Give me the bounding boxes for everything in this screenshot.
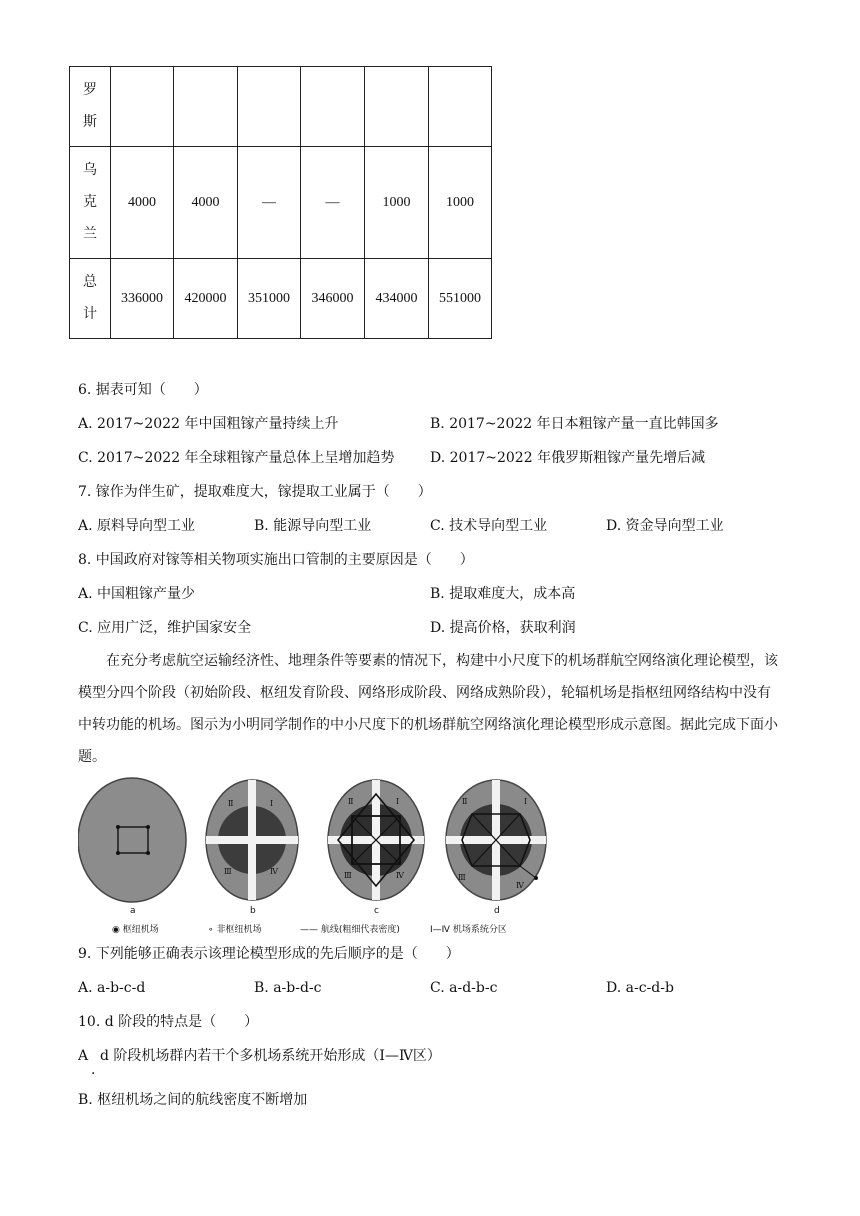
- value-cell: 1000: [429, 147, 492, 259]
- q8-option-b: B. 提取难度大，成本高: [430, 586, 576, 602]
- q7-option-a: A. 原料导向型工业: [78, 518, 196, 534]
- value-cell: [365, 67, 429, 147]
- q8-stem: 8. 中国政府对镓等相关物项实施出口管制的主要原因是（ ）: [78, 552, 474, 568]
- q8-option-c: C. 应用广泛，维护国家安全: [78, 620, 252, 636]
- svg-text:Ⅲ: Ⅲ: [224, 867, 232, 876]
- value-cell: [174, 67, 238, 147]
- panel-b: [206, 780, 298, 900]
- q8-option-d: D. 提高价格，获取利润: [430, 620, 576, 636]
- country-cell: 总 计: [70, 259, 111, 339]
- value-cell: —: [301, 147, 365, 259]
- panel-label-b: b: [250, 906, 256, 916]
- value-cell: 336000: [111, 259, 174, 339]
- q8-option-a: A. 中国粗镓产量少: [78, 586, 196, 602]
- value-cell: 346000: [301, 259, 365, 339]
- q6-option-c: C. 2017~2022 年全球粗镓产量总体上呈增加趋势: [78, 450, 395, 466]
- table-row-russia: [70, 67, 492, 147]
- svg-text:Ⅲ: Ⅲ: [458, 873, 466, 882]
- value-cell: [429, 67, 492, 147]
- q7-option-c: C. 技术导向型工业: [430, 518, 548, 534]
- panel-label-d: d: [494, 906, 500, 916]
- svg-text:Ⅱ: Ⅱ: [462, 797, 468, 806]
- gallium-production-table: [69, 66, 492, 339]
- svg-text:Ⅰ: Ⅰ: [396, 797, 400, 806]
- q6-option-b: B. 2017~2022 年日本粗镓产量一直比韩国多: [430, 416, 719, 432]
- svg-text:Ⅳ: Ⅳ: [270, 867, 278, 876]
- q10-option-a-letter: A: [78, 1048, 89, 1064]
- q9-stem: 9. 下列能够正确表示该理论模型形成的先后顺序的是（ ）: [78, 946, 460, 962]
- q10-stem: 10. d 阶段的特点是（ ）: [78, 1014, 259, 1030]
- country-cell: 罗 斯: [70, 67, 111, 147]
- panel-d: [446, 780, 546, 900]
- panel-a: [78, 778, 186, 902]
- q10-option-a: d 阶段机场群内若干个多机场系统开始形成（Ⅰ—Ⅳ区）: [100, 1048, 441, 1064]
- legend-non-hub-airport: ∘ 非枢纽机场: [208, 925, 262, 935]
- value-cell: 434000: [365, 259, 429, 339]
- q7-option-d: D. 资金导向型工业: [606, 518, 724, 534]
- value-cell: —: [238, 147, 301, 259]
- q9-option-a: A. a-b-c-d: [78, 980, 146, 996]
- value-cell: 351000: [238, 259, 301, 339]
- svg-text:Ⅳ: Ⅳ: [396, 871, 404, 880]
- q9-option-b: B. a-b-d-c: [254, 980, 322, 996]
- value-cell: 551000: [429, 259, 492, 339]
- q7-stem: 7. 镓作为伴生矿，提取难度大，镓提取工业属于（ ）: [78, 484, 432, 500]
- value-cell: [238, 67, 301, 147]
- value-cell: 4000: [174, 147, 238, 259]
- legend-route: —— 航线(粗细代表密度): [300, 925, 400, 935]
- svg-text:Ⅰ: Ⅰ: [270, 799, 274, 808]
- svg-text:Ⅳ: Ⅳ: [516, 881, 524, 890]
- country-cell: 乌 克 兰: [70, 147, 111, 259]
- value-cell: 4000: [111, 147, 174, 259]
- value-cell: 1000: [365, 147, 429, 259]
- table-row-ukraine: [70, 147, 492, 259]
- panel-c: [328, 780, 424, 900]
- value-cell: [301, 67, 365, 147]
- q6-stem: 6. 据表可知（ ）: [78, 382, 208, 398]
- table-row-total: [70, 259, 492, 339]
- svg-text:Ⅲ: Ⅲ: [344, 871, 352, 880]
- value-cell: 420000: [174, 259, 238, 339]
- q6-option-d: D. 2017~2022 年俄罗斯粗镓产量先增后减: [430, 450, 706, 466]
- q6-option-a: A. 2017~2022 年中国粗镓产量持续上升: [78, 416, 339, 432]
- panel-label-c: c: [374, 906, 379, 916]
- svg-text:Ⅰ: Ⅰ: [524, 797, 528, 806]
- option-dot: ·: [91, 1066, 96, 1082]
- svg-text:Ⅱ: Ⅱ: [348, 797, 354, 806]
- value-cell: [111, 67, 174, 147]
- diagram-svg: [78, 774, 558, 920]
- legend-hub-airport: ◉ 枢纽机场: [112, 925, 159, 935]
- passage-text: 在充分考虑航空运输经济性、地理条件等要素的情况下，构建中小尺度下的机场群航空网络演化理论模型，该模型分四个阶段（初始阶段、枢纽发育阶段、网络形成阶段、网络成熟阶段），轮辐机场是指枢纽网络结构中没有中转功能的机场。图示为小明同学制作的中小尺度下的机场群航空网络演化理论模型形成示意图。据此完成下面小题。: [78, 653, 778, 765]
- q9-option-d: D. a-c-d-b: [606, 980, 674, 996]
- q9-option-c: C. a-d-b-c: [430, 980, 498, 996]
- airport-network-diagram: [78, 774, 558, 934]
- svg-text:Ⅱ: Ⅱ: [228, 799, 234, 808]
- panel-label-a: a: [130, 906, 136, 916]
- q7-option-b: B. 能源导向型工业: [254, 518, 372, 534]
- q10-option-b: B. 枢纽机场之间的航线密度不断增加: [78, 1092, 308, 1108]
- legend-zones: Ⅰ—Ⅳ 机场系统分区: [430, 925, 507, 935]
